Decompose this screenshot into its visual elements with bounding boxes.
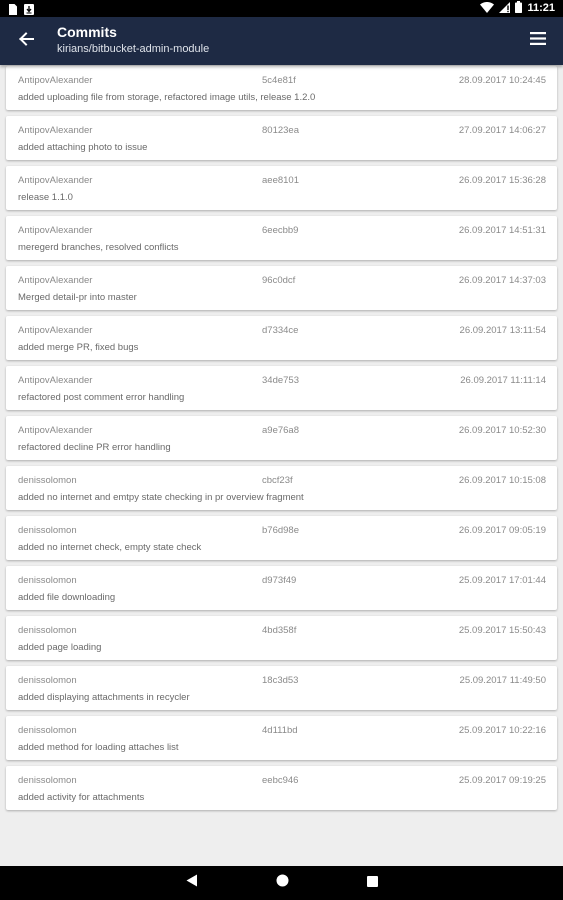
- commit-date: 25.09.2017 17:01:44: [458, 575, 546, 586]
- commit-author: AntipovAlexander: [18, 225, 93, 236]
- status-right: [480, 1, 555, 16]
- commit-date: 26.09.2017 09:05:19: [458, 525, 546, 536]
- commit-date: 25.09.2017 10:22:16: [458, 725, 546, 736]
- menu-button[interactable]: [526, 29, 550, 53]
- commit-card[interactable]: [6, 566, 557, 610]
- commit-date: 26.09.2017 15:36:28: [458, 175, 546, 186]
- commit-date: 26.09.2017 13:11:54: [459, 325, 546, 336]
- commit-author: AntipovAlexander: [18, 325, 93, 336]
- status-time: 11:21: [527, 2, 555, 14]
- commit-message: added activity for attachments: [18, 792, 145, 803]
- commit-message: added page loading: [18, 642, 102, 653]
- commit-hash: b76d98e: [262, 525, 299, 536]
- commit-date: 27.09.2017 14:06:27: [458, 125, 546, 136]
- commit-author: AntipovAlexander: [18, 425, 93, 436]
- commit-hash: 6eecbb9: [262, 225, 299, 236]
- commit-card[interactable]: [6, 416, 557, 460]
- page-subtitle: kirians/bitbucket-admin-module: [57, 43, 210, 55]
- commit-date: 26.09.2017 14:51:31: [458, 225, 546, 236]
- commit-hash: d7334ce: [262, 325, 299, 336]
- commit-author: AntipovAlexander: [18, 175, 93, 186]
- page-title: Commits: [57, 24, 117, 40]
- commit-date: 28.09.2017 10:24:45: [458, 75, 546, 86]
- status-bar: [0, 0, 563, 17]
- commit-card[interactable]: [6, 66, 557, 110]
- commit-date: 26.09.2017 14:37:03: [458, 275, 546, 286]
- commit-author: denissolomon: [18, 575, 77, 586]
- commit-author: denissolomon: [18, 725, 77, 736]
- commit-hash: cbcf23f: [262, 475, 293, 486]
- commit-message: added attaching photo to issue: [18, 142, 148, 153]
- commit-hash: 80123ea: [262, 125, 299, 136]
- back-button[interactable]: [14, 29, 38, 53]
- commit-date: 26.09.2017 10:52:30: [458, 425, 546, 436]
- commit-hash: eebc946: [262, 775, 299, 786]
- hamburger-menu-icon: [530, 32, 546, 50]
- commit-author: denissolomon: [18, 775, 77, 786]
- nav-home-button[interactable]: [274, 875, 290, 891]
- commit-hash: aee8101: [262, 175, 299, 186]
- commit-message: added no internet and emtpy state checking in pr overview fragment: [18, 492, 304, 503]
- commit-card[interactable]: [6, 616, 557, 660]
- commit-card[interactable]: [6, 116, 557, 160]
- navigation-bar: [0, 866, 563, 900]
- app-bar: [0, 17, 563, 65]
- commit-message: added file downloading: [18, 592, 116, 603]
- commit-author: denissolomon: [18, 675, 77, 686]
- recents-square-icon: [367, 874, 378, 892]
- nav-recents-button[interactable]: [364, 875, 380, 891]
- back-triangle-icon: [186, 874, 198, 892]
- commit-hash: 4d111bd: [262, 725, 298, 736]
- commit-message: added displaying attachments in recycler: [18, 692, 190, 703]
- commit-hash: 34de753: [262, 375, 299, 386]
- commit-list: [6, 66, 557, 816]
- home-circle-icon: [276, 874, 289, 892]
- commit-author: AntipovAlexander: [18, 125, 93, 136]
- commit-author: AntipovAlexander: [18, 275, 93, 286]
- commit-card[interactable]: [6, 266, 557, 310]
- commit-hash: d973f49: [262, 575, 297, 586]
- commit-hash: 4bd358f: [262, 625, 297, 636]
- commit-card[interactable]: [6, 766, 557, 810]
- commit-author: denissolomon: [18, 475, 77, 486]
- wifi-icon: [480, 0, 494, 18]
- cell-signal-icon: [499, 0, 510, 18]
- commit-card[interactable]: [6, 216, 557, 260]
- commit-message: release 1.1.0: [18, 192, 73, 203]
- commit-card[interactable]: [6, 166, 557, 210]
- commit-author: denissolomon: [18, 525, 77, 536]
- commit-message: added method for loading attaches list: [18, 742, 179, 753]
- commit-author: denissolomon: [18, 625, 77, 636]
- commit-message: Merged detail-pr into master: [18, 292, 137, 303]
- commit-card[interactable]: [6, 366, 557, 410]
- commit-message: added merge PR, fixed bugs: [18, 342, 139, 353]
- commit-card[interactable]: [6, 516, 557, 560]
- arrow-back-icon: [18, 31, 34, 52]
- commit-date: 25.09.2017 11:49:50: [459, 675, 546, 686]
- commit-card[interactable]: [6, 716, 557, 760]
- commit-hash: a9e76a8: [262, 425, 299, 436]
- commit-message: meregerd branches, resolved conflicts: [18, 242, 179, 253]
- commit-message: added uploading file from storage, refactored image utils, release 1.2.0: [18, 92, 316, 103]
- commit-card[interactable]: [6, 666, 557, 710]
- commit-hash: 96c0dcf: [262, 275, 296, 286]
- commit-message: refactored decline PR error handling: [18, 442, 171, 453]
- commit-date: 26.09.2017 11:11:14: [460, 375, 546, 386]
- commit-hash: 5c4e81f: [262, 75, 296, 86]
- battery-icon: [515, 0, 522, 18]
- commit-card[interactable]: [6, 466, 557, 510]
- commit-message: added no internet check, empty state check: [18, 542, 202, 553]
- commit-author: AntipovAlexander: [18, 75, 93, 86]
- commit-date: 25.09.2017 09:19:25: [458, 775, 546, 786]
- commit-date: 26.09.2017 10:15:08: [458, 475, 546, 486]
- commit-date: 25.09.2017 15:50:43: [458, 625, 546, 636]
- nav-back-button[interactable]: [184, 875, 200, 891]
- commit-author: AntipovAlexander: [18, 375, 93, 386]
- commit-hash: 18c3d53: [262, 675, 299, 686]
- commit-card[interactable]: [6, 316, 557, 360]
- commit-message: refactored post comment error handling: [18, 392, 185, 403]
